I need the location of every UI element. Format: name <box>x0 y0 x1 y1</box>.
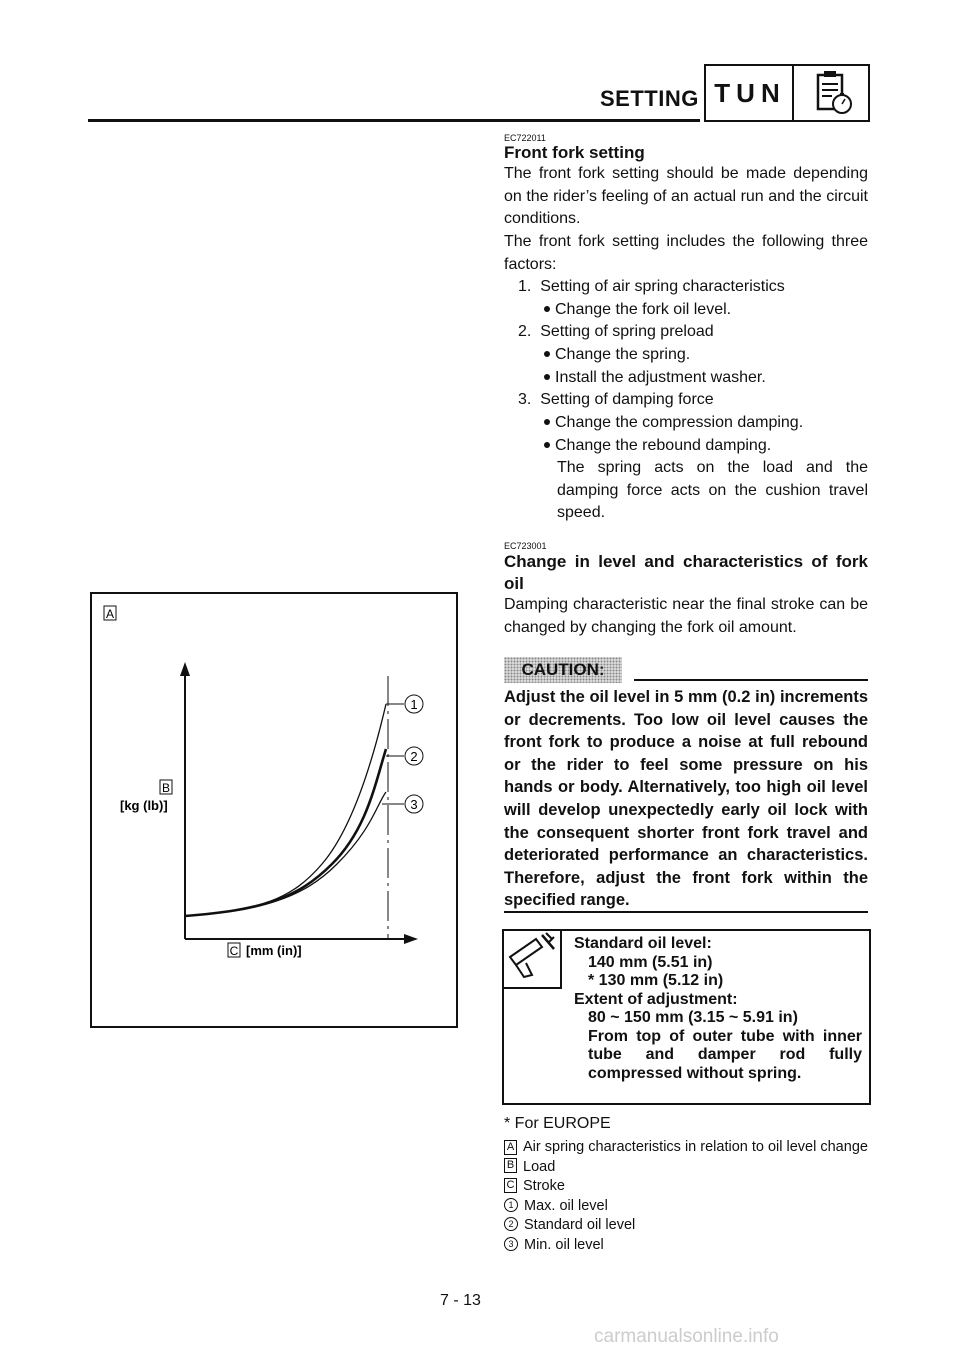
caution-end-rule <box>504 911 868 913</box>
section-heading: Change in level and characteristics of fork oil <box>504 552 868 593</box>
page-number: 7 - 13 <box>440 1292 481 1309</box>
caution-label: CAUTION: <box>504 657 622 683</box>
list-subitem: Change the fork oil level. <box>544 299 731 322</box>
std-value: 140 mm (5.51 in) <box>588 953 713 971</box>
figure-mark-1: 1 <box>410 697 418 712</box>
clipboard-stopwatch-icon <box>792 64 870 122</box>
y-axis-unit: [kg (lb)] <box>120 798 168 813</box>
figure-key-c: C <box>229 944 239 958</box>
bullet-icon <box>544 374 550 380</box>
section-code: EC722011 <box>504 133 546 143</box>
list-subitem: Change the compression damping. <box>544 412 803 435</box>
list-item: 2. Setting of spring preload <box>518 323 714 340</box>
figure-key-a: A <box>105 607 115 621</box>
list-subitem: Change the spring. <box>544 344 690 367</box>
bullet-icon <box>544 419 550 425</box>
ext-note: From top of outer tube with inner tube and damper rod fully compressed without spring. <box>588 1027 862 1082</box>
list-subitem: Change the rebound damping. <box>544 435 771 458</box>
header-rule <box>88 119 700 122</box>
legend-item: 1 Max. oil level <box>504 1197 868 1217</box>
paragraph: The front fork setting includes the following three factors: <box>504 233 868 273</box>
legend-item: B Load <box>504 1158 868 1178</box>
list-item: 3. Setting of damping force <box>518 391 714 408</box>
ext-label: Extent of adjustment: <box>574 990 738 1008</box>
std-label: Standard oil level: <box>574 935 712 952</box>
caliper-icon <box>502 929 562 989</box>
x-axis-unit: [mm (in)] <box>246 943 302 958</box>
std-value-eu: * 130 mm (5.12 in) <box>588 972 724 989</box>
spec-text <box>574 935 862 1083</box>
legend-item: A Air spring characteristics in relation to oil level change <box>504 1138 868 1158</box>
bullet-icon <box>544 442 550 448</box>
legend-item: C Stroke <box>504 1177 868 1197</box>
figure-mark-2: 2 <box>410 749 418 764</box>
page-title: SETTING <box>600 86 699 111</box>
legend-item: 2 Standard oil level <box>504 1216 868 1236</box>
figure-key-b: B <box>161 781 171 795</box>
bullet-icon <box>544 306 550 312</box>
section-code: EC723001 <box>504 541 547 551</box>
paragraph: Damping characteristic near the final stroke can be changed by changing the fork oil amount. <box>504 596 868 636</box>
legend <box>504 1138 868 1255</box>
footnote: * For EUROPE <box>504 1115 611 1132</box>
figure-mark-3: 3 <box>410 797 418 812</box>
watermark[interactable]: carmanualsonline.info <box>594 1326 779 1347</box>
caution-rule <box>634 679 868 681</box>
note-text: The spring acts on the load and the damping force acts on the cushion travel speed. <box>557 459 868 521</box>
bullet-icon <box>544 351 550 357</box>
oil-level-figure <box>90 592 458 1028</box>
section-heading: Front fork setting <box>504 143 645 162</box>
list-subitem: Install the adjustment washer. <box>544 367 766 390</box>
paragraph: The front fork setting should be made depending on the rider’s feeling of an actual run and the circuit conditions. <box>504 165 868 227</box>
ext-value: 80 ~ 150 mm (3.15 ~ 5.91 in) <box>588 1009 798 1026</box>
section-tag: TUN <box>704 64 794 122</box>
caution-text: Adjust the oil level in 5 mm (0.2 in) increments or decrements. Too low oil level causes the front fork to produce a noise at full rebound or the rider to feel some pressure on his hands or body. Alternatively, too high oil level will develop unexpectedly early oil lock with the consequent shorter front fork travel and deteriorated performance an characteristics. Therefore, adjust the front fork within the specified range. <box>504 688 868 910</box>
legend-item: 3 Min. oil level <box>504 1236 868 1256</box>
list-item: 1. Setting of air spring characteristics <box>518 278 785 295</box>
